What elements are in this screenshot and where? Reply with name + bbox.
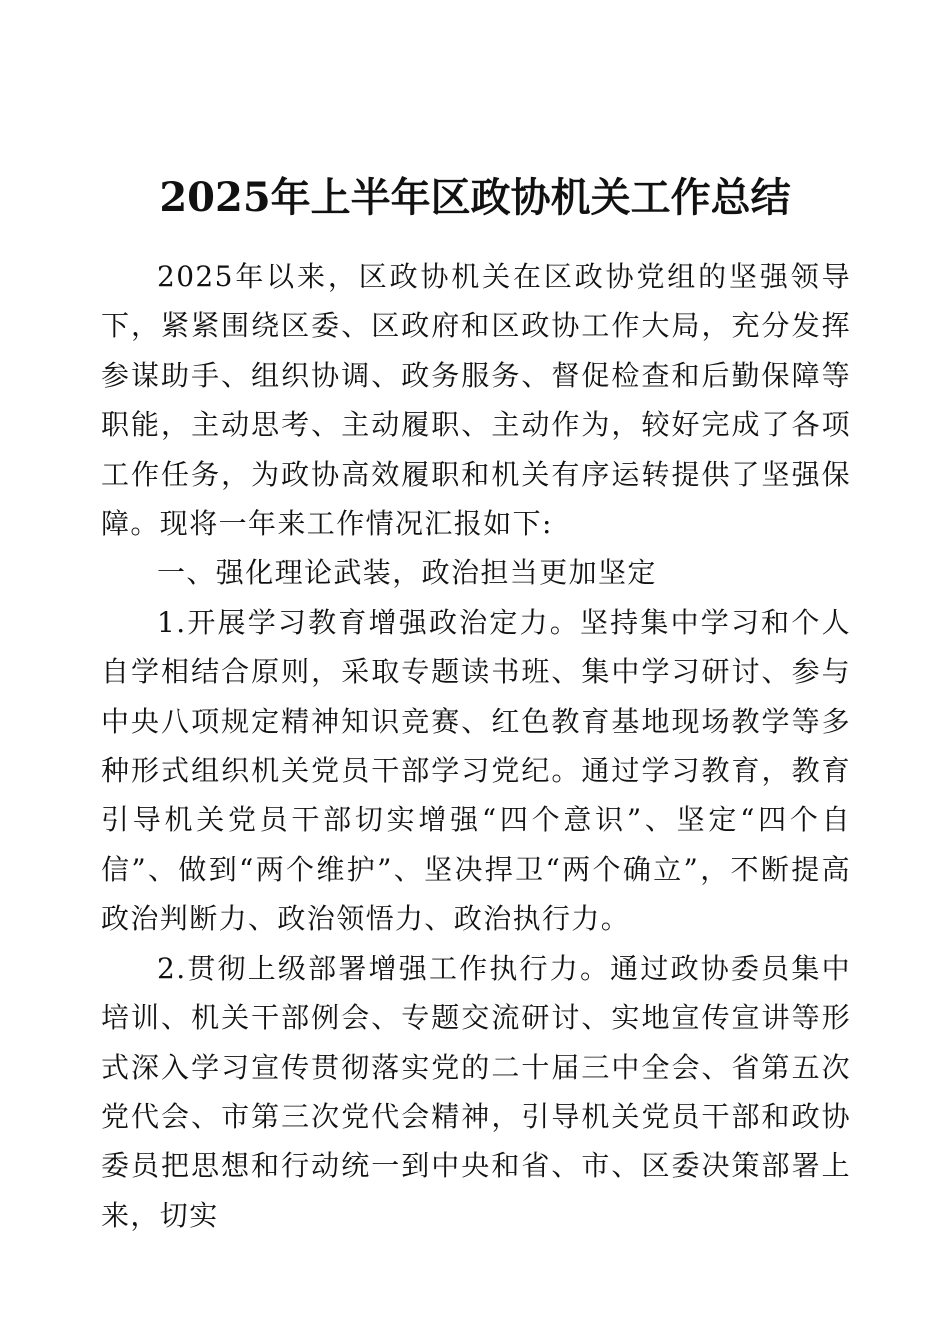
paragraph-item-2: 2.贯彻上级部署增强工作执行力。通过政协委员集中培训、机关干部例会、专题交流研讨、实地宣传宣讲等形式深入学习宣传贯彻落实党的二十届三中全会、省第五次党代会、市第三次党代会精神，引导机关党员干部和政协委员把思想和行动统一到中央和省、市、区委决策部署上来，切实	[101, 951, 851, 1232]
paragraph-item-1: 1.开展学习教育增强政治定力。坚持集中学习和个人自学相结合原则，采取专题读书班、集中学习研讨、参与中央八项规定精神知识竞赛、红色教育基地现场教学等多种形式组织机关党员干部学习党纪。通过学习教育，教育引导机关党员干部切实增强“四个意识”、坚定“四个自信”、做到“两个维护”、坚决捍卫“两个确立”，不断提高政治判断力、政治领悟力、政治执行力。	[101, 605, 851, 936]
document-title: 2025年上半年区政协机关工作总结	[159, 174, 791, 221]
paragraph-intro: 2025年以来，区政协机关在区政协党组的坚强领导下，紧紧围绕区委、区政府和区政协工作大局，充分发挥参谋助手、组织协调、政务服务、督促检查和后勤保障等职能，主动思考、主动履职、主动作为，较好完成了各项工作任务，为政协高效履职和机关有序运转提供了坚强保障。现将一年来工作情况汇报如下:	[101, 260, 851, 541]
document-body	[101, 252, 851, 1240]
section-heading-1: 一、强化理论武装，政治担当更加坚定	[157, 556, 657, 590]
